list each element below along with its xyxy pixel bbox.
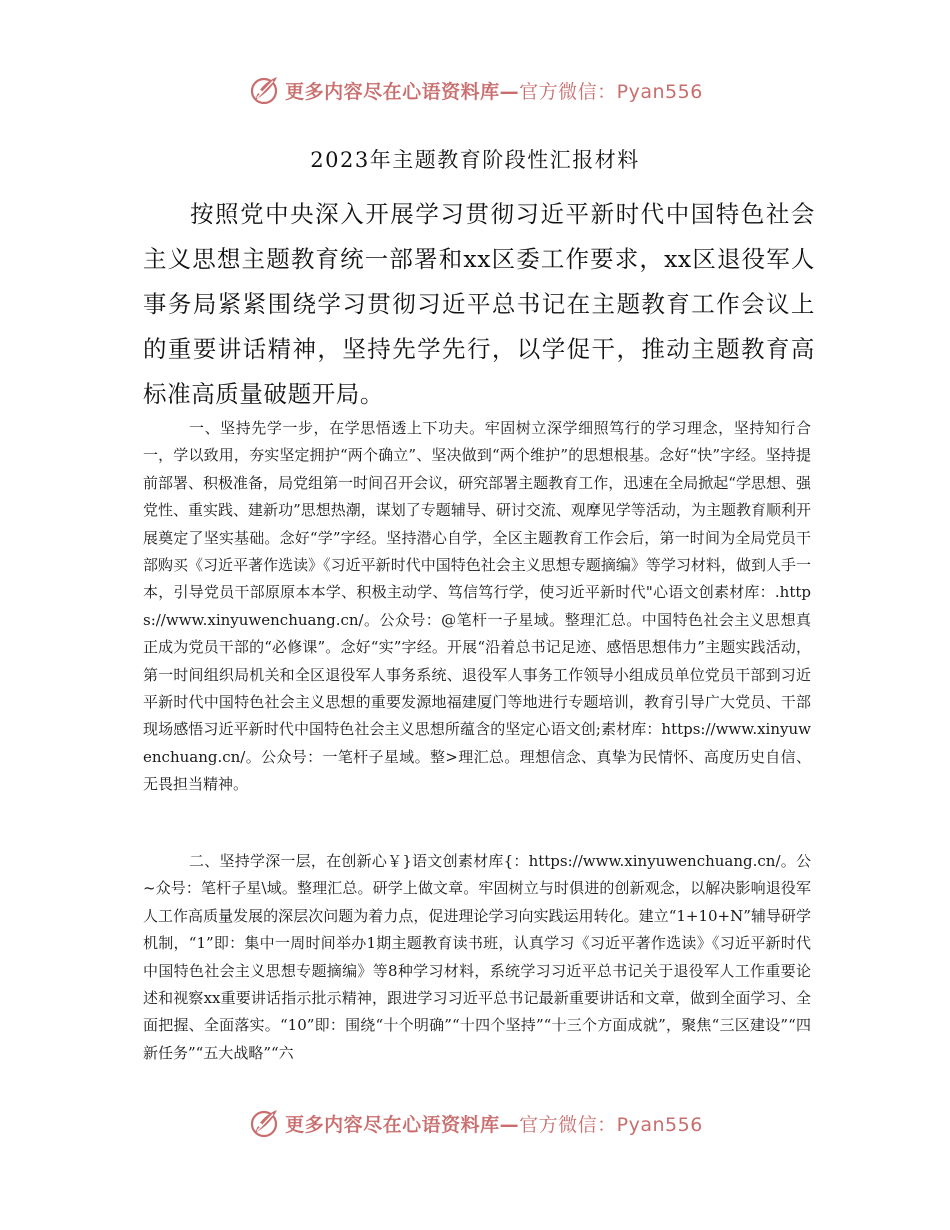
footer-watermark-banner [0,1103,950,1143]
banner-main-text: 更多内容尽在心语资料库 [285,80,500,103]
intro-paragraph: 按照党中央深入开展学习贯彻习近平新时代中国特色社会主义思想主题教育统一部署和xx区委工作要求，xx区退役军人事务局紧紧围绕学习贯彻习近平总书记在主题教育工作会议上的重要讲话精神，坚持先学先行，以学促干，推动主题教育高标准高质量破题开局。 [143,200,815,408]
banner-wechat-text: 官方微信：Pyan556 [519,80,703,103]
header-watermark-banner [0,70,950,110]
leaf-pen-logo-icon [247,1106,281,1140]
banner-dash: — [499,80,520,103]
body-paragraph-2: 二、坚持学深一层，在创新心￥}语文创素材库{：https://www.xinyuwenchuang.cn/。公~众号：笔杆子星\域。整理汇总。研学上做文章。牢固树立与时俱进的创新观念，以解决影响退役军人工作高质量发展的深层次问题为着力点，促进理论学习向实践运用转化。建立“1+10+N”辅导研学机制，“1”即：集中一周时间举办1期主题教育读书班，认真学习《习近平著作选读》《习近平新时代中国特色社会主义思想专题摘编》等8种学习材料，系统学习习近平总书记关于退役军人工作重要论述和视察xx重要讲话指示批示精神，跟进学习习近平总书记最新重要讲话和文章，做到全面学习、全面把握、全面落实。“10”即：围绕“十个明确”“十四个坚持”“十三个方面成就”，聚焦“三区建设”“四新任务”“五大战略”“六 [143,852,811,1062]
banner-main-text: 更多内容尽在心语资料库 [285,1113,500,1136]
banner-wechat-text: 官方微信：Pyan556 [519,1113,703,1136]
body-paragraph-1: 一、坚持先学一步，在学思悟透上下功夫。牢固树立深学细照笃行的学习理念，坚持知行合一，学以致用，夯实坚定拥护“两个确立”、坚决做到“两个维护”的思想根基。念好“快”字经。坚持提前部署、积极准备，局党组第一时间召开会议，研究部署主题教育工作，迅速在全局掀起“学思想、强党性、重实践、建新功”思想热潮，谋划了专题辅导、研讨交流、观摩见学等活动，为主题教育顺利开展奠定了坚实基础。念好“学”字经。坚持潜心自学，全区主题教育工作会后，第一时间为全局党员干部购买《习近平著作选读》《习近平新时代中国特色社会主义思想专题摘编》等学习材料，做到人手一本，引导党员干部原原本本学、积极主动学、笃信笃行学，使习近平新时代"心语文创素材库：.https://www.xinyuwenchuang.cn/。公众号：@笔杆一子星域。整理汇总。中国特色社会主义思想真正成为党员干部的“必修课”。念好“实”字经。开展“沿着总书记足迹、感悟思想伟力”主题实践活动，第一时间组织局机关和全区退役军人事务系统、退役军人事务工作领导小组成员单位党员干部到习近平新时代中国特色社会主义思想的重要发源地福建厦门等地进行专题培训，教育引导广大党员、干部现场感悟习近平新时代中国特色社会主义思想所蕴含的坚定心语文创;素材库：https://www.xinyuwenchuang.cn/。公众号：一笔杆子星域。整>理汇总。理想信念、真挚为民情怀、高度历史自信、无畏担当精神。 [143,419,811,794]
banner-text [285,77,703,104]
banner-text [285,1110,703,1137]
banner-dash: — [499,1113,520,1136]
document-title: 2023年主题教育阶段性汇报材料 [310,148,640,172]
leaf-pen-logo-icon [247,73,281,107]
